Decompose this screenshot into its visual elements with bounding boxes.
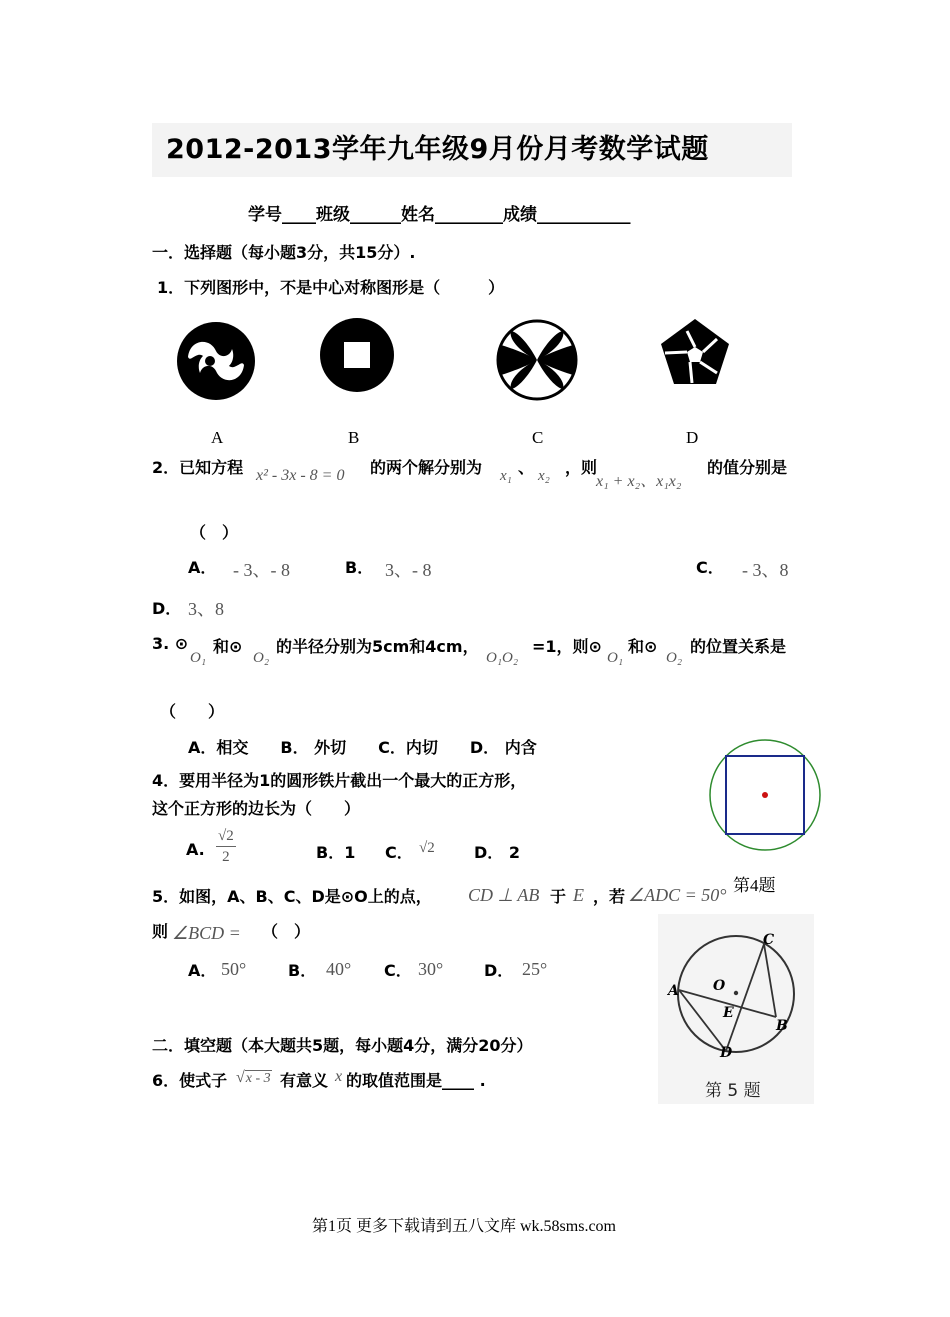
question-2-separator: 、	[518, 458, 535, 477]
question-4-line-1: 4．要用半径为1的圆形铁片截出一个最大的正方形，	[152, 771, 527, 790]
question-2-option-a: - 3、- 8	[233, 560, 290, 580]
figure-5-label-d: D	[720, 1045, 733, 1061]
question-5-option-a-label: A．	[188, 961, 217, 980]
student-info-fields: 学号____班级______姓名________成绩___________	[248, 205, 631, 225]
question-3-o1-second: O₁	[607, 650, 624, 666]
question-1-figures	[170, 318, 770, 408]
segment-cb	[764, 944, 776, 1017]
question-1-stem: 1．下列图形中，不是中心对称图形是（ ）	[157, 278, 505, 297]
question-6-variable: x	[335, 1068, 343, 1085]
question-3-options: A．相交 B． 外切 C．内切 D． 内含	[188, 738, 537, 757]
question-6-stem-a: 6．使式子	[152, 1071, 228, 1090]
question-5-stem-b: 于	[550, 887, 567, 906]
center-point	[762, 792, 768, 798]
figure-label-d: D	[686, 428, 699, 447]
question-4-caption: 第4题	[733, 876, 776, 895]
question-4-option-a-fraction	[216, 826, 236, 867]
question-2-expression: x₁ + x₂、x₁x₂	[596, 473, 682, 490]
question-5-option-c: 30°	[418, 959, 444, 979]
figure-b-coin	[320, 318, 394, 392]
question-5-stem-a: 5．如图，A、B、C、D是⊙O上的点，	[152, 887, 432, 906]
figure-label-b: B	[348, 428, 360, 447]
figure-label-c: C	[532, 428, 544, 447]
figure-d-pentagon-flower	[661, 319, 729, 384]
question-5-point-e: E	[573, 885, 584, 905]
question-2-option-c: - 3、8	[742, 560, 789, 580]
question-2-equation: x² - 3x - 8 = 0	[256, 467, 345, 484]
question-6-stem-b: 有意义	[280, 1071, 329, 1090]
question-5-angle-adc: ∠ADC = 50°	[628, 885, 727, 905]
question-5-stem-c: ，若	[593, 887, 626, 906]
question-3-stem-c: =1，则⊙	[532, 637, 602, 656]
question-2-x1: x₁	[500, 468, 512, 484]
question-2-stem-a: 2．已知方程	[152, 458, 244, 477]
question-5-line-2-a: 则	[152, 922, 169, 941]
question-5-answer-paren: （ ）	[262, 922, 311, 941]
question-2-stem-c: ，则	[565, 458, 598, 477]
question-3-and-second: 和⊙	[628, 637, 658, 656]
question-5-option-d-label: D．	[484, 961, 514, 980]
figure-label-a: A	[211, 428, 224, 447]
page-footer: 第1页 更多下载请到五八文库 wk.58sms.com	[312, 1218, 617, 1235]
fraction-denominator: 2	[222, 849, 230, 865]
page-title: 2012-2013学年九年级9月份月考数学试题	[152, 123, 792, 177]
question-5-figure	[658, 914, 814, 1074]
question-3-o1o2: O₁O₂	[486, 650, 519, 666]
figure-5-label-a: A	[668, 983, 679, 999]
figure-5-label-b: B	[776, 1018, 788, 1034]
question-2-answer-paren: （ ）	[190, 523, 239, 542]
question-6-stem-c: 的取值范围是____ .	[346, 1071, 486, 1090]
question-2-option-b: 3、- 8	[385, 560, 432, 580]
question-2-option-d-label: D．	[152, 599, 182, 618]
chord-cd	[726, 944, 764, 1051]
question-3-o2: O₂	[253, 650, 270, 666]
figure-c-four-petals	[498, 321, 576, 399]
question-2-stem-d: 的值分别是	[707, 458, 788, 477]
question-5-angle-bcd: ∠BCD =	[172, 923, 241, 943]
question-4-line-2: 这个正方形的边长为（ ）	[152, 799, 361, 818]
question-4-option-c: √2	[419, 840, 435, 856]
question-3-o1: O₁	[190, 650, 207, 666]
question-5-option-b: 40°	[326, 959, 352, 979]
figure-a-wave-circle	[177, 322, 255, 400]
question-2-x2: x₂	[538, 468, 550, 484]
question-6-radical: √x - 3	[236, 1069, 271, 1086]
section-2-heading: 二．填空题（本大题共5题，每小题4分，满分20分）	[152, 1036, 533, 1055]
question-4-option-a-label: A.	[186, 840, 205, 859]
section-1-heading: 一．选择题（每小题3分，共15分）.	[152, 243, 416, 262]
question-2-stem-b: 的两个解分别为	[370, 458, 483, 477]
figure-5-label-c: C	[763, 932, 775, 948]
question-3-o2-second: O₂	[666, 650, 683, 666]
figure-5-label-e: E	[723, 1005, 734, 1021]
question-4-option-c-label: C．	[385, 843, 413, 862]
question-3-stem-a: 3. ⊙	[152, 634, 189, 653]
question-5-caption: 第 5 题	[705, 1081, 761, 1101]
question-5-condition: CD ⊥ AB	[468, 885, 540, 905]
center-o-point	[734, 991, 738, 995]
question-4-figure	[706, 738, 824, 856]
question-5-option-b-label: B．	[288, 961, 317, 980]
fraction-numerator: √2	[216, 826, 236, 847]
question-2-option-d: 3、8	[188, 599, 224, 619]
question-3-answer-paren: （ ）	[160, 702, 225, 721]
question-4-option-b: B．1	[316, 843, 356, 862]
question-3-stem-b: 的半径分别为5cm和4cm，	[276, 637, 479, 656]
question-5-option-d: 25°	[522, 959, 548, 979]
question-2-option-b-label: B．	[345, 558, 374, 577]
figure-5-label-o: O	[713, 978, 726, 994]
question-5-option-a: 50°	[221, 959, 247, 979]
question-2-option-a-label: A．	[188, 558, 217, 577]
question-3-stem-d: 的位置关系是	[690, 637, 787, 656]
radicand: x - 3	[245, 1071, 271, 1086]
question-3-and: 和⊙	[213, 637, 243, 656]
question-4-option-d: D． 2	[474, 843, 520, 862]
question-2-option-c-label: C．	[696, 558, 724, 577]
question-5-option-c-label: C．	[384, 961, 412, 980]
